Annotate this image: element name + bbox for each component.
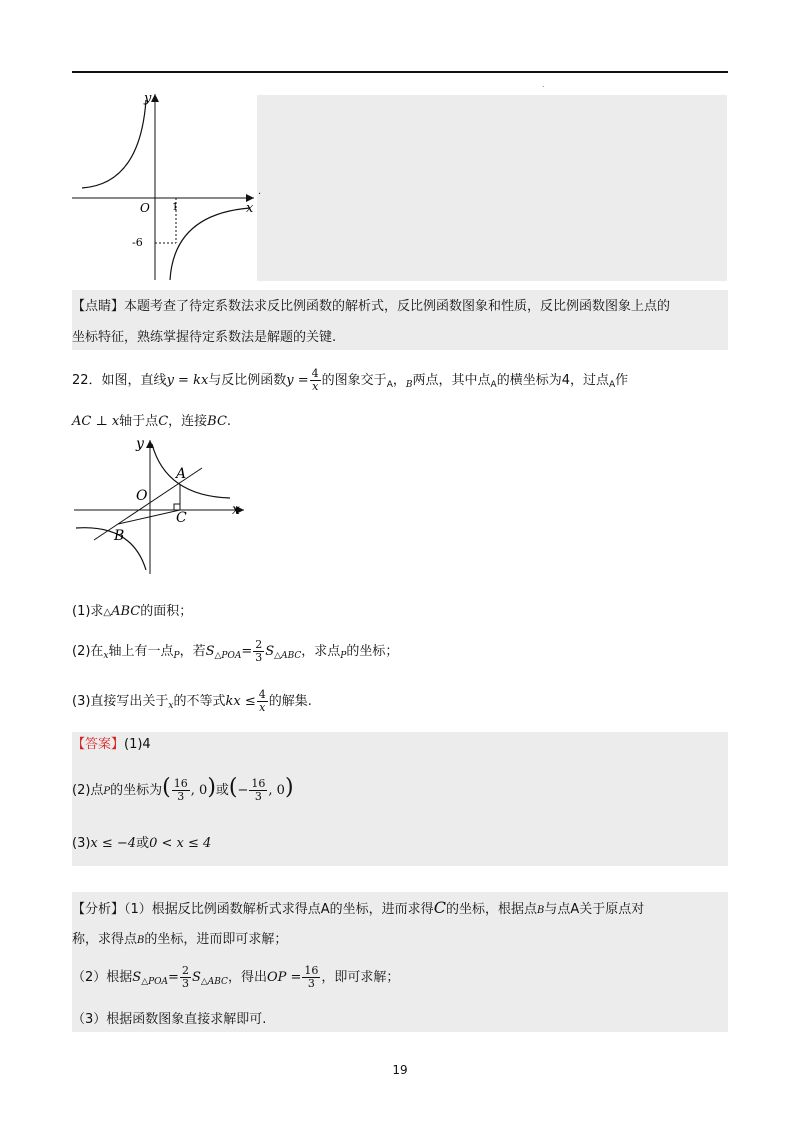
figure-1-graph — [70, 88, 270, 284]
figure-1-dot: . — [258, 186, 262, 197]
q22-line-1: 22．如图，直线y = kx与反比例函数y = $\frac{4}{x}$ 的图象交于$_A$，$_B$两点，其中点$_A$的横坐标为4，过点$_A$作 — [72, 367, 629, 393]
figure-2-graph — [72, 436, 252, 576]
dianjing-label: 【点睛】 — [72, 299, 125, 314]
fig1-tick-y: -6 — [132, 236, 143, 249]
analysis-label: 【分析】 — [72, 902, 125, 917]
sub-question-3: (3)直接写出关于$_x$的不等式kx ≤ $\frac{4}{x}$ 的解集. — [72, 688, 312, 714]
header-rule — [72, 71, 728, 73]
header-mark-dot: . — [542, 80, 545, 89]
fig1-axis-x: x — [246, 201, 254, 216]
page-number: 19 — [392, 1063, 408, 1077]
analysis-line-1: 【分析】（1）根据反比例函数解析式求得点A的坐标，进而求得C的坐标，根据点B与点A关于原点对 — [72, 898, 645, 917]
dianjing-line-2: 坐标特征，熟练掌握待定系数法是解题的关键. — [72, 330, 337, 345]
fig2-point-c: C — [176, 510, 187, 526]
analysis-line-3: （2）根据$S_{\triangle POA}=$ $\frac{2}{3}$ $S_{\triangle ABC}$，得出OP = $\frac{16}{3}$ ，即可求解； — [72, 964, 400, 990]
answer-label: 【答案】 — [72, 737, 125, 752]
fig1-origin: O — [140, 201, 150, 215]
analysis-line-4: （3）根据函数图象直接求解即可. — [72, 1012, 267, 1027]
q22-line-2: AC ⊥ x轴于点C，连接BC. — [72, 414, 232, 429]
answer-line-3: (3)x ≤ −4或0 < x ≤ 4 — [72, 836, 212, 851]
sub-question-1: (1)求△ABC的面积； — [72, 604, 193, 619]
fig1-axis-y: y — [144, 91, 152, 106]
sub-question-2: (2)在$_x$轴上有一点$_P$，若$S_{\triangle POA}=$ $\frac{2}{3}$ $S_{\triangle ABC}$，求点$_P$的坐标； — [72, 638, 399, 664]
fig1-tick-x: 1 — [172, 202, 179, 213]
analysis-line-2: 称，求得点B的坐标，进而即可求解； — [72, 932, 288, 947]
dianjing-line-1: 【点睛】本题考查了待定系数法求反比例函数的解析式，反比例函数图象和性质，反比例函数图象上点的 — [72, 299, 671, 314]
figure-1-panel — [257, 95, 727, 281]
answer-line-1: 【答案】(1)4 — [72, 737, 151, 752]
fig2-point-b: B — [114, 528, 125, 544]
fig2-axis-x: x — [232, 502, 240, 518]
answer-line-2: (2)点P的坐标为( $\frac{16}{3}$ , 0)或(− $\frac{16}{3}$ , 0) — [72, 775, 294, 803]
q22-fraction: $\frac{4}{x}$ — [311, 367, 319, 393]
fig2-origin: O — [136, 488, 148, 504]
fig2-point-a: A — [176, 466, 187, 482]
fig2-axis-y: y — [136, 436, 144, 452]
